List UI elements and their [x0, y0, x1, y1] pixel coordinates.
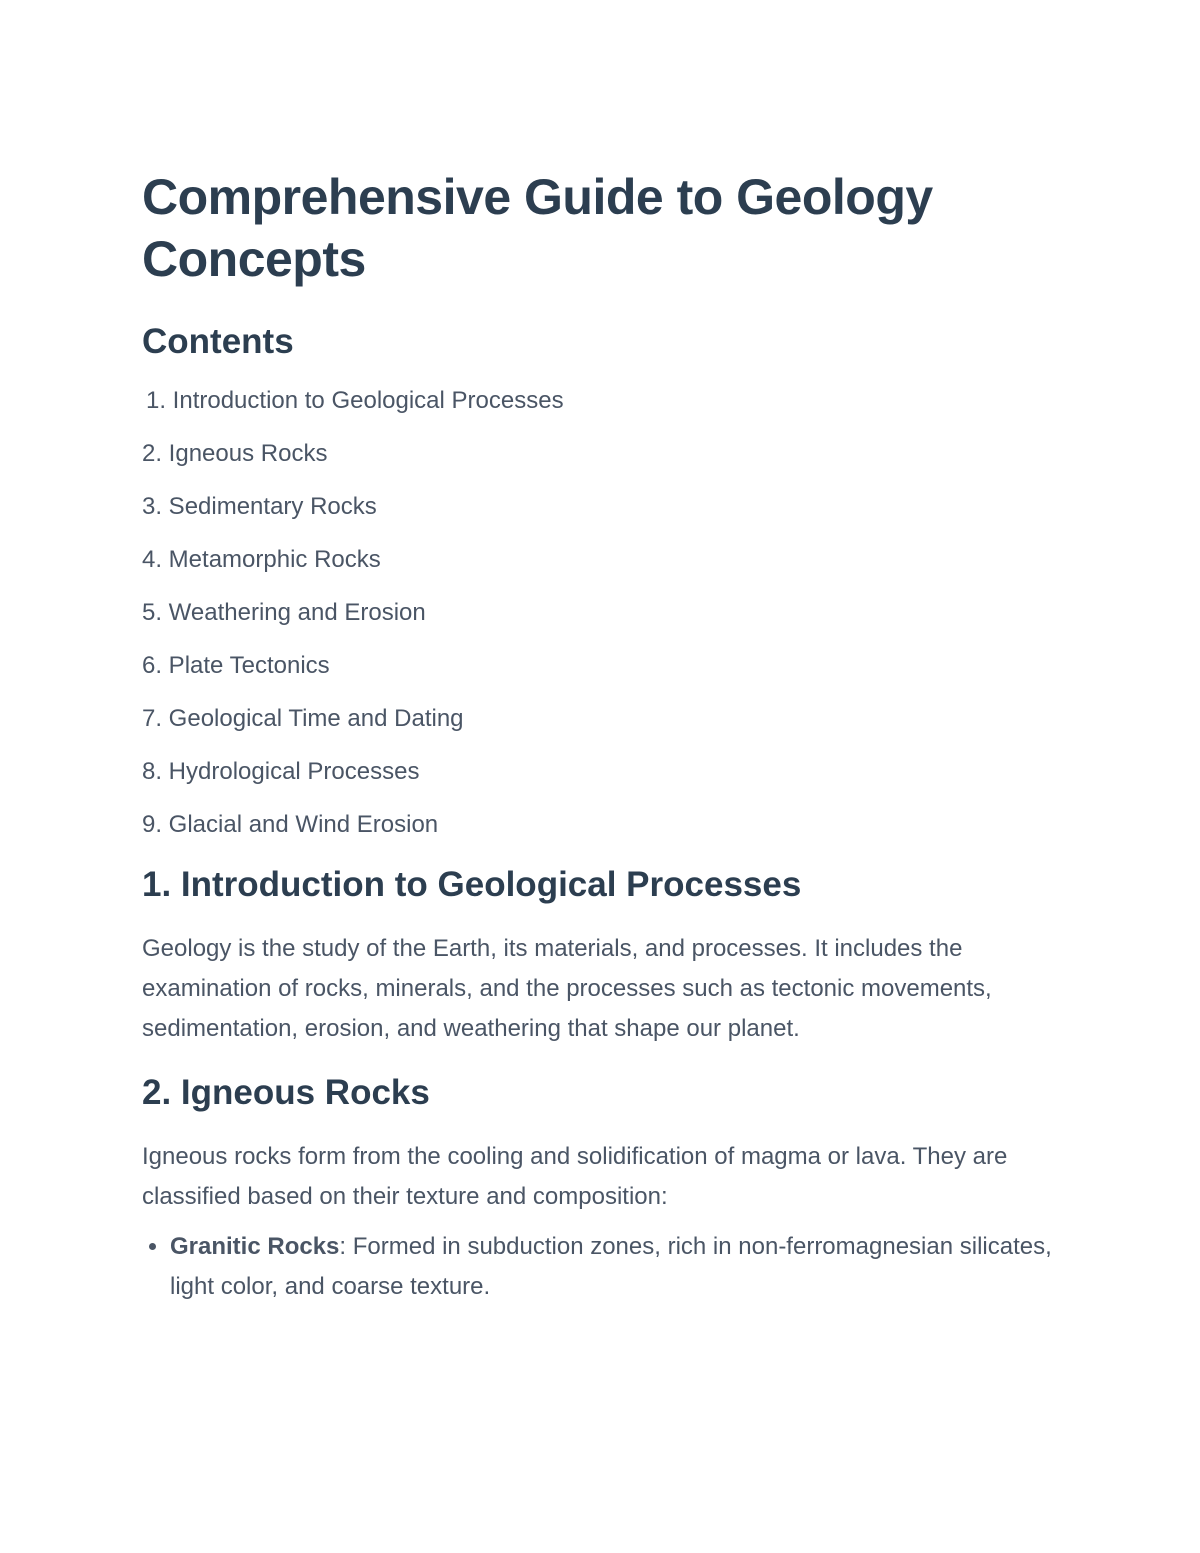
toc-item[interactable]: 9. Glacial and Wind Erosion: [142, 811, 439, 838]
toc-item[interactable]: 5. Weathering and Erosion: [142, 599, 426, 626]
toc-item[interactable]: 7. Geological Time and Dating: [142, 705, 464, 732]
bullet-text: Formed in subduction zones, rich in non-ferromagnesian silicates, light color, and coarse texture.: [170, 1233, 1052, 1300]
section-introduction: [142, 863, 1062, 1049]
document-page: [142, 166, 1062, 1307]
document-title: Comprehensive Guide to Geology Concepts: [142, 169, 933, 287]
section-heading: 2. Igneous Rocks: [142, 1073, 430, 1112]
bullet-list: [142, 1227, 1062, 1307]
section-paragraph: Igneous rocks form from the cooling and solidification of magma or lava. They are classified based on their texture and composition:: [142, 1143, 1008, 1210]
section-igneous-rocks: [142, 1071, 1062, 1307]
section-paragraph: Geology is the study of the Earth, its materials, and processes. It includes the examination of rocks, minerals, and the processes such as tectonic movements, sedimentation, erosion, and weathering that shape our planet.: [142, 935, 992, 1042]
table-of-contents: [142, 386, 1062, 840]
bullet-term: Granitic Rocks: [170, 1233, 340, 1260]
toc-item[interactable]: 2. Igneous Rocks: [142, 440, 328, 467]
contents-heading: Contents: [142, 322, 294, 361]
toc-item[interactable]: 1. Introduction to Geological Processes: [146, 387, 564, 414]
toc-item[interactable]: 8. Hydrological Processes: [142, 758, 420, 785]
bullet-item: [170, 1227, 1062, 1307]
section-heading: 1. Introduction to Geological Processes: [142, 865, 802, 904]
toc-item[interactable]: 4. Metamorphic Rocks: [142, 546, 381, 573]
toc-item[interactable]: 3. Sedimentary Rocks: [142, 493, 377, 520]
bullet-separator: :: [339, 1233, 347, 1260]
toc-item[interactable]: 6. Plate Tectonics: [142, 652, 330, 679]
